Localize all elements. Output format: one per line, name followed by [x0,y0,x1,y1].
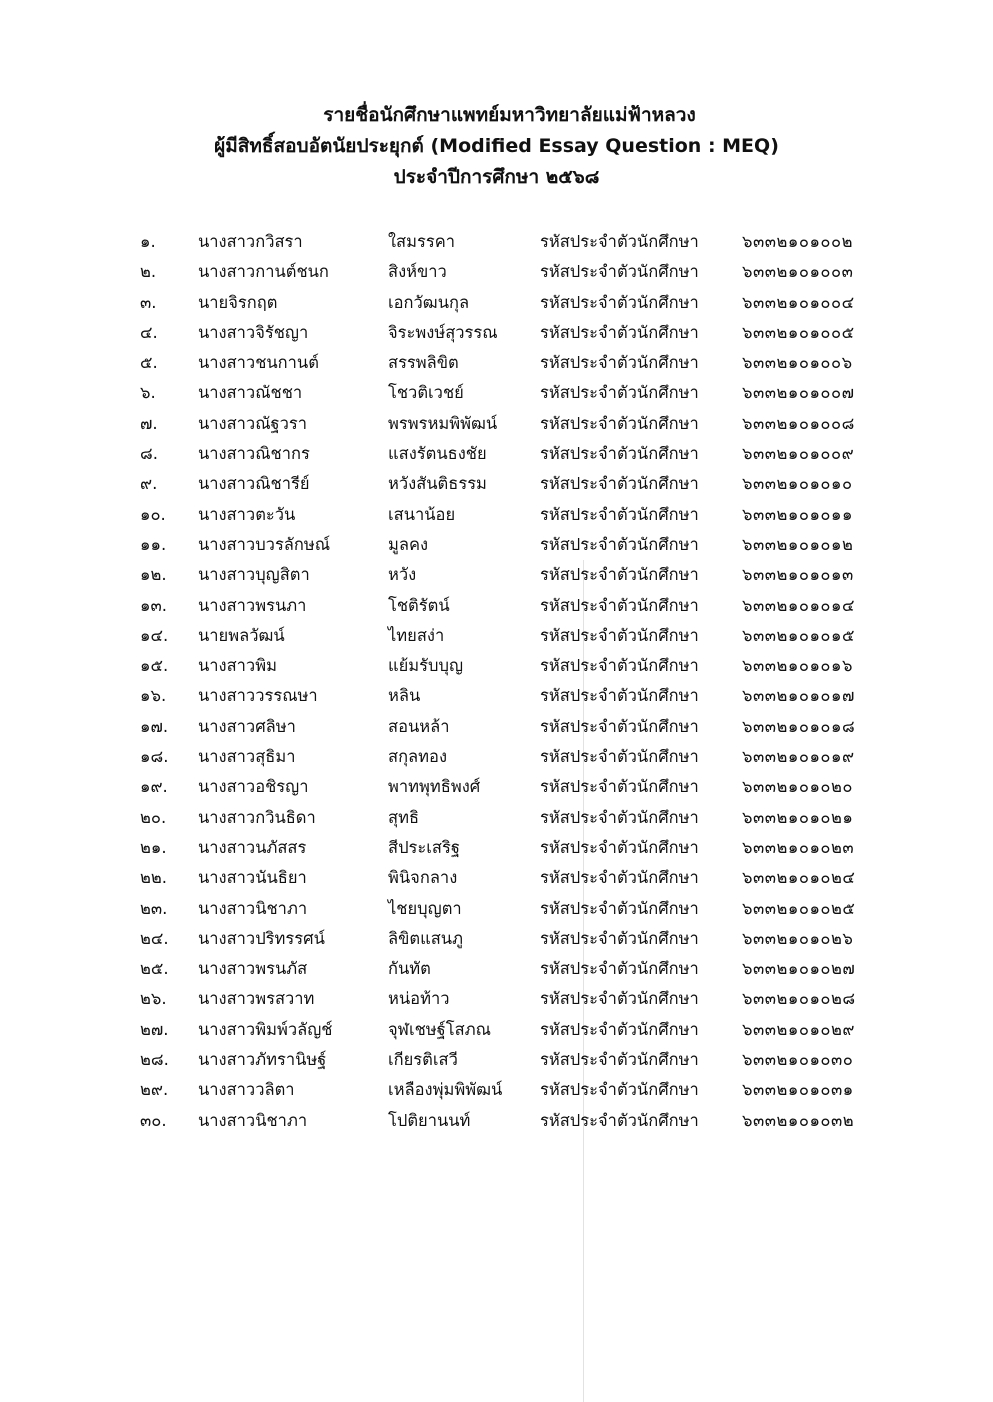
student-id: ๖๓๓๒๑๐๑๐๒๖ [742,928,854,948]
student-id-label: รหัสประจำตัวนักศึกษา [540,868,699,888]
list-item [0,954,993,984]
row-number: ๑๖. [140,686,167,706]
document-title: รายชื่อนักศึกษาแพทย์มหาวิทยาลัยแม่ฟ้าหลวง [323,104,696,126]
student-surname: จิระพงษ์สุวรรณ [388,322,498,342]
student-id-label: รหัสประจำตัวนักศึกษา [540,322,699,342]
student-id-label: รหัสประจำตัวนักศึกษา [540,747,699,767]
student-id: ๖๓๓๒๑๐๑๐๐๗ [742,383,855,403]
student-id-label: รหัสประจำตัวนักศึกษา [540,383,699,403]
row-number: ๑๒. [140,565,167,585]
student-first-name: นางสาวตะวัน [198,504,296,524]
student-surname: หวัง [388,565,417,585]
list-item [0,803,993,833]
student-id: ๖๓๓๒๑๐๑๐๓๑ [742,1080,854,1100]
row-number: ๒๓. [140,898,168,918]
student-id: ๖๓๓๒๑๐๑๐๐๖ [742,353,853,373]
student-surname: สกุลทอง [388,747,448,767]
row-number: ๒๙. [140,1080,169,1100]
student-first-name: นางสาวพรสวาท [198,989,315,1009]
student-id-label: รหัสประจำตัวนักศึกษา [540,1050,699,1070]
student-id: ๖๓๓๒๑๐๑๐๐๕ [742,322,855,342]
student-id-label: รหัสประจำตัวนักศึกษา [540,959,699,979]
list-item [0,348,993,378]
list-item [0,257,993,287]
student-id-label: รหัสประจำตัวนักศึกษา [540,595,699,615]
list-item [0,833,993,863]
academic-year: ประจำปีการศึกษา ๒๕๖๘ [393,166,600,188]
list-item [0,984,993,1014]
student-surname: จุฬเชษฐ์โสภณ [388,1019,491,1039]
student-id-label: รหัสประจำตัวนักศึกษา [540,1110,699,1130]
student-id: ๖๓๓๒๑๐๑๐๑๘ [742,716,856,736]
student-surname: แย้มรับบุญ [388,656,464,676]
student-first-name: นางสาวณิชากร [198,444,310,464]
student-id: ๖๓๓๒๑๐๑๐๑๕ [742,625,855,645]
list-item [0,621,993,651]
student-id: ๖๓๓๒๑๐๑๐๒๕ [742,898,856,918]
student-surname: ไทยสง่า [388,625,445,645]
student-surname: ใสมรรคา [388,232,456,251]
student-first-name: นางสาวณัฐวรา [198,413,308,433]
row-number: ๑๕. [140,656,169,676]
student-first-name: นายพลวัฒน์ [198,625,285,645]
row-number: ๑๗. [140,716,169,736]
student-first-name: นางสาวอชิรญา [198,777,309,797]
student-surname: พินิจกลาง [388,868,458,888]
student-id-label: รหัสประจำตัวนักศึกษา [540,716,699,736]
row-number: ๒. [140,262,157,282]
student-surname: สอนหล้า [388,716,450,736]
row-number: ๖. [140,383,156,403]
row-number: ๑. [140,232,156,251]
student-id: ๖๓๓๒๑๐๑๐๐๒ [742,232,853,251]
student-first-name: นางสาวสุธิมา [198,747,296,767]
student-first-name: นางสาวจิรัชญา [198,322,309,342]
student-surname: หน่อท้าว [388,989,450,1009]
student-first-name: นางสาวพิมพ์วลัญช์ [198,1019,333,1039]
row-number: ๒๐. [140,807,167,827]
student-surname: สิงห์ขาว [388,262,447,282]
student-id-label: รหัสประจำตัวนักศึกษา [540,807,699,827]
student-surname: กันทัต [388,959,431,979]
student-first-name: นางสาวกานต์ชนก [198,262,329,282]
student-id: ๖๓๓๒๑๐๑๐๐๙ [742,444,855,464]
student-first-name: นางสาวนันธิยา [198,868,307,888]
student-id: ๖๓๓๒๑๐๑๐๒๑ [742,807,854,827]
student-id-label: รหัสประจำตัวนักศึกษา [540,837,699,857]
list-item [0,500,993,530]
list-item [0,742,993,772]
row-number: ๒๒. [140,868,167,888]
row-number: ๒๔. [140,928,169,948]
student-id: ๖๓๓๒๑๐๑๐๑๐ [742,474,853,494]
list-item [0,227,993,257]
row-number: ๘. [140,444,158,464]
row-number: ๙. [140,474,158,494]
list-item [0,318,993,348]
student-surname: แสงรัตนธงชัย [388,444,487,464]
student-first-name: นางสาวกวินธิดา [198,807,316,827]
list-item [0,439,993,469]
student-id-label: รหัสประจำตัวนักศึกษา [540,777,699,797]
list-item [0,409,993,439]
student-id-label: รหัสประจำตัวนักศึกษา [540,656,699,676]
student-first-name: นางสาวพิม [198,656,277,676]
student-surname: ไชยบุญตา [388,898,462,918]
student-surname: โปติยานนท์ [388,1110,471,1130]
student-first-name: นางสาวพรนภา [198,595,307,615]
student-first-name: นางสาวณัชชา [198,383,303,403]
student-id: ๖๓๓๒๑๐๑๐๒๐ [742,777,853,797]
student-id-label: รหัสประจำตัวนักศึกษา [540,292,699,312]
student-first-name: นางสาวภัทรานิษฐ์ [198,1050,327,1070]
student-first-name: นางสาวบวรลักษณ์ [198,534,331,554]
row-number: ๑๘. [140,747,169,767]
student-id: ๖๓๓๒๑๐๑๐๒๘ [742,989,856,1009]
row-number: ๒๑. [140,837,167,857]
student-id: ๖๓๓๒๑๐๑๐๒๔ [742,868,856,888]
student-surname: สีประเสริฐ [388,837,460,857]
student-id-label: รหัสประจำตัวนักศึกษา [540,1019,699,1039]
student-id-label: รหัสประจำตัวนักศึกษา [540,565,699,585]
student-id: ๖๓๓๒๑๐๑๐๑๗ [742,686,855,706]
list-item [0,1106,993,1136]
student-first-name: นางสาวพรนภัส [198,959,308,979]
student-surname: เหลืองพุ่มพิพัฒน์ [388,1080,503,1100]
student-id: ๖๓๓๒๑๐๑๐๐๘ [742,413,855,433]
student-id: ๖๓๓๒๑๐๑๐๑๑ [742,504,853,524]
student-id: ๖๓๓๒๑๐๑๐๑๒ [742,534,854,554]
row-number: ๔. [140,322,158,342]
student-surname: เสนาน้อย [388,504,456,524]
student-id: ๖๓๓๒๑๐๑๐๑๙ [742,747,855,767]
student-first-name: นางสาวนิชาภา [198,898,308,918]
student-id: ๖๓๓๒๑๐๑๐๐๔ [742,292,855,312]
student-surname: พาทพุทธิพงศ์ [388,777,481,797]
list-item [0,288,993,318]
student-list [0,227,993,1136]
row-number: ๕. [140,353,158,373]
student-first-name: นางสาววลิตา [198,1080,295,1100]
student-first-name: นายจิรกฤต [198,292,278,312]
student-id: ๖๓๓๒๑๐๑๐๑๖ [742,656,853,676]
student-id: ๖๓๓๒๑๐๑๐๑๓ [742,565,854,585]
student-id: ๖๓๓๒๑๐๑๐๓๐ [742,1050,854,1070]
list-item [0,1045,993,1075]
row-number: ๑๐. [140,504,166,524]
student-surname: โชติรัตน์ [388,595,450,615]
student-id: ๖๓๓๒๑๐๑๐๓๒ [742,1110,855,1130]
student-id-label: รหัสประจำตัวนักศึกษา [540,262,699,282]
student-id-label: รหัสประจำตัวนักศึกษา [540,898,699,918]
student-first-name: นางสาวศลิษา [198,716,296,736]
student-surname: สุทธิ [388,807,420,827]
list-item [0,651,993,681]
student-first-name: นางสาวณิชารีย์ [198,474,310,494]
student-id-label: รหัสประจำตัวนักศึกษา [540,413,699,433]
student-surname: เอกวัฒนกุล [388,292,470,312]
row-number: ๒๗. [140,1019,169,1039]
row-number: ๒๘. [140,1050,169,1070]
student-first-name: นางสาวนภัสสร [198,837,307,857]
row-number: ๑๔. [140,625,169,645]
list-item [0,469,993,499]
list-item [0,894,993,924]
list-item [0,560,993,590]
student-id-label: รหัสประจำตัวนักศึกษา [540,504,699,524]
row-number: ๗. [140,413,158,433]
student-surname: โชวติเวชย์ [388,383,464,403]
student-id: ๖๓๓๒๑๐๑๐๑๔ [742,595,855,615]
list-item [0,863,993,893]
student-first-name: นางสาวกวิสรา [198,232,303,251]
student-id-label: รหัสประจำตัวนักศึกษา [540,232,699,251]
student-id-label: รหัสประจำตัวนักศึกษา [540,989,699,1009]
student-surname: หวังสันติธรรม [388,474,487,494]
student-first-name: นางสาวชนกานต์ [198,353,319,373]
student-id-label: รหัสประจำตัวนักศึกษา [540,474,699,494]
student-surname: มูลคง [388,534,429,554]
student-id-label: รหัสประจำตัวนักศึกษา [540,625,699,645]
student-surname: สรรพลิขิต [388,353,459,373]
list-item [0,591,993,621]
student-id: ๖๓๓๒๑๐๑๐๒๙ [742,1019,855,1039]
student-first-name: นางสาวนิชาภา [198,1110,308,1130]
list-item [0,772,993,802]
student-surname: ลิขิตแสนภู [388,928,463,948]
student-first-name: นางสาวปริทรรศน์ [198,928,325,948]
student-first-name: นางสาววรรณษา [198,686,318,706]
list-item [0,681,993,711]
list-item [0,1015,993,1045]
student-id-label: รหัสประจำตัวนักศึกษา [540,444,699,464]
list-item [0,530,993,560]
student-surname: เกียรติเสวี [388,1050,458,1070]
student-surname: หลิน [388,686,421,706]
student-id: ๖๓๓๒๑๐๑๐๐๓ [742,262,854,282]
row-number: ๒๖. [140,989,167,1009]
document-header [0,100,993,193]
row-number: ๓. [140,292,157,312]
student-surname: พรพรหมพิพัฒน์ [388,413,498,433]
list-item [0,378,993,408]
list-item [0,1075,993,1105]
document-subtitle: ผู้มีสิทธิ์สอบอัตนัยประยุกต์ (Modified Essay Question : MEQ) [214,135,779,157]
row-number: ๑๓. [140,595,167,615]
list-item [0,924,993,954]
row-number: ๒๕. [140,959,169,979]
student-id: ๖๓๓๒๑๐๑๐๒๗ [742,959,856,979]
row-number: ๓๐. [140,1110,167,1130]
row-number: ๑๙. [140,777,168,797]
student-id-label: รหัสประจำตัวนักศึกษา [540,353,699,373]
student-id-label: รหัสประจำตัวนักศึกษา [540,534,699,554]
row-number: ๑๑. [140,534,167,554]
student-first-name: นางสาวบุญสิตา [198,565,310,585]
student-id-label: รหัสประจำตัวนักศึกษา [540,1080,699,1100]
student-id-label: รหัสประจำตัวนักศึกษา [540,928,699,948]
student-id: ๖๓๓๒๑๐๑๐๒๓ [742,837,855,857]
student-id-label: รหัสประจำตัวนักศึกษา [540,686,699,706]
list-item [0,712,993,742]
